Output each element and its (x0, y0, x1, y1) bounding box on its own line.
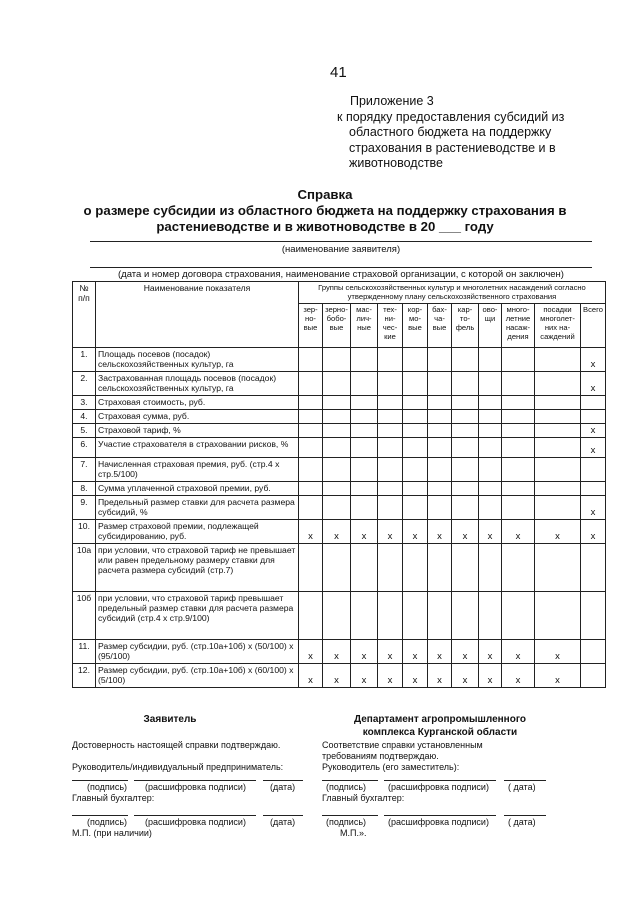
value-cell[interactable] (428, 544, 452, 592)
table-row (73, 458, 606, 482)
row-number: 2. (73, 372, 96, 396)
column-header: посадки многолет-них на-саждений (535, 304, 581, 348)
value-cell[interactable] (351, 348, 378, 372)
x-mark-cell: x (378, 640, 403, 664)
value-cell[interactable] (452, 424, 479, 438)
value-cell[interactable] (403, 372, 428, 396)
left-acc-date-line[interactable] (263, 815, 303, 816)
column-header: кор-мо-вые (403, 304, 428, 348)
value-cell[interactable] (479, 544, 502, 592)
x-mark-cell: x (403, 520, 428, 544)
x-mark-cell: x (479, 664, 502, 688)
value-cell[interactable] (378, 592, 403, 640)
row-number: 11. (73, 640, 96, 664)
row-indicator-name: Размер субсидии, руб. (стр.10а+10б) x (60/100) x (5/100) (96, 664, 299, 688)
value-cell[interactable] (403, 482, 428, 496)
value-cell[interactable] (323, 438, 351, 458)
value-cell[interactable] (502, 458, 535, 482)
left-accountant-label: Главный бухгалтер: (72, 793, 155, 803)
value-cell[interactable] (299, 372, 323, 396)
table-row (73, 348, 606, 372)
value-cell[interactable] (323, 372, 351, 396)
value-cell[interactable] (479, 496, 502, 520)
contract-line[interactable] (90, 267, 592, 268)
right-sign-line[interactable] (322, 780, 378, 781)
value-cell[interactable] (502, 496, 535, 520)
left-stamp: М.П. (при наличии) (72, 828, 152, 838)
column-header: мас-лич-ные (351, 304, 378, 348)
table-row (73, 592, 606, 640)
row-number: 1. (73, 348, 96, 372)
row-number: 7. (73, 458, 96, 482)
row-indicator-name: Страховая сумма, руб. (96, 410, 299, 424)
column-header: тех-ни-чес-кие (378, 304, 403, 348)
value-cell[interactable] (428, 496, 452, 520)
header-name: Наименование показателя (96, 282, 299, 348)
x-mark-cell: x (535, 664, 581, 688)
left-acc-sign-line[interactable] (72, 815, 128, 816)
left-head-label: Руководитель/индивидуальный предприниматель: (72, 762, 284, 772)
right-head-label: Руководитель (его заместитель): (322, 762, 460, 772)
right-confirm-1: Соответствие справки установленным (322, 740, 483, 750)
right-sig-header (330, 713, 550, 739)
value-cell[interactable] (351, 424, 378, 438)
value-cell[interactable] (581, 640, 606, 664)
left-acc-decode-line[interactable] (134, 815, 256, 816)
appendix-line: областного бюджета на поддержку (349, 125, 552, 139)
header-num: № п/п (73, 282, 96, 348)
table-row (73, 496, 606, 520)
value-cell[interactable] (535, 438, 581, 458)
value-cell[interactable] (323, 396, 351, 410)
x-mark-cell: x (581, 348, 606, 372)
value-cell[interactable] (299, 438, 323, 458)
value-cell[interactable] (403, 592, 428, 640)
value-cell[interactable] (299, 544, 323, 592)
row-number: 4. (73, 410, 96, 424)
x-mark-cell: x (535, 520, 581, 544)
row-number: 9. (73, 496, 96, 520)
value-cell[interactable] (323, 348, 351, 372)
appendix-title: Приложение 3 (350, 94, 434, 108)
value-cell[interactable] (452, 458, 479, 482)
value-cell[interactable] (428, 438, 452, 458)
value-cell[interactable] (351, 372, 378, 396)
value-cell[interactable] (323, 424, 351, 438)
right-acc-date-caption: ( дата) (508, 817, 536, 827)
x-mark-cell: x (299, 520, 323, 544)
value-cell[interactable] (323, 592, 351, 640)
value-cell[interactable] (351, 458, 378, 482)
value-cell[interactable] (452, 396, 479, 410)
row-indicator-name: Размер субсидии, руб. (стр.10а+10б) x (50/100) x (95/100) (96, 640, 299, 664)
value-cell[interactable] (378, 348, 403, 372)
column-header: Всего (581, 304, 606, 348)
column-header: зер-но-вые (299, 304, 323, 348)
header-groups: Группы сельскохозяйственных культур и многолетних насаждений согласно утвержденному плану сельскохозяйственного страхования (299, 282, 606, 304)
right-accountant-label: Главный бухгалтер: (322, 793, 405, 803)
value-cell[interactable] (452, 348, 479, 372)
row-indicator-name: Сумма уплаченной страховой премии, руб. (96, 482, 299, 496)
x-mark-cell: x (502, 640, 535, 664)
left-decode-line[interactable] (134, 780, 256, 781)
table-row (73, 396, 606, 410)
right-date-caption: ( дата) (508, 782, 536, 792)
row-number: 10б (73, 592, 96, 640)
value-cell[interactable] (428, 348, 452, 372)
row-indicator-name: Размер страховой премии, подлежащей субсидированию, руб. (96, 520, 299, 544)
value-cell[interactable] (378, 482, 403, 496)
value-cell[interactable] (452, 410, 479, 424)
contract-caption: (дата и номер договора страхования, наименование страховой организации, с которой он заключен) (118, 269, 564, 280)
value-cell[interactable] (351, 544, 378, 592)
value-cell[interactable] (502, 348, 535, 372)
row-indicator-name: Страховая стоимость, руб. (96, 396, 299, 410)
value-cell[interactable] (403, 496, 428, 520)
x-mark-cell: x (581, 424, 606, 438)
right-acc-date-line[interactable] (504, 815, 546, 816)
value-cell[interactable] (299, 482, 323, 496)
table-row (73, 424, 606, 438)
value-cell[interactable] (502, 544, 535, 592)
title-line: растениеводстве и в животноводстве в 20 ___ году (156, 219, 494, 234)
value-cell[interactable] (299, 410, 323, 424)
table-row (73, 482, 606, 496)
value-cell[interactable] (535, 410, 581, 424)
left-confirm: Достоверность настоящей справки подтверждаю. (72, 740, 281, 750)
x-mark-cell: x (452, 664, 479, 688)
column-header: кар-то-фель (452, 304, 479, 348)
right-stamp: М.П.». (340, 828, 367, 838)
x-mark-cell: x (299, 640, 323, 664)
value-cell[interactable] (479, 424, 502, 438)
title-line: Справка (297, 187, 353, 202)
value-cell[interactable] (479, 482, 502, 496)
value-cell[interactable] (299, 458, 323, 482)
value-cell[interactable] (351, 496, 378, 520)
x-mark-cell: x (403, 640, 428, 664)
page-number: 41 (330, 64, 347, 81)
value-cell[interactable] (452, 372, 479, 396)
value-cell[interactable] (535, 424, 581, 438)
value-cell[interactable] (299, 496, 323, 520)
value-cell[interactable] (403, 424, 428, 438)
x-mark-cell: x (581, 520, 606, 544)
value-cell[interactable] (535, 544, 581, 592)
value-cell[interactable] (378, 544, 403, 592)
column-header: зерно-бобо-вые (323, 304, 351, 348)
row-number: 12. (73, 664, 96, 688)
row-number: 8. (73, 482, 96, 496)
appendix-line: к порядку предоставления субсидий из (337, 109, 565, 124)
value-cell[interactable] (299, 592, 323, 640)
value-cell[interactable] (403, 438, 428, 458)
value-cell[interactable] (535, 348, 581, 372)
value-cell[interactable] (323, 458, 351, 482)
x-mark-cell: x (581, 438, 606, 458)
table-row (73, 372, 606, 396)
column-header: ово-щи (479, 304, 502, 348)
value-cell[interactable] (323, 496, 351, 520)
value-cell[interactable] (323, 482, 351, 496)
x-mark-cell: x (351, 664, 378, 688)
applicant-caption: (наименование заявителя) (281, 244, 401, 255)
value-cell[interactable] (452, 496, 479, 520)
value-cell[interactable] (351, 438, 378, 458)
right-confirm-2: требованиям подтверждаю. (322, 751, 439, 761)
row-indicator-name: Предельный размер ставки для расчета размера субсидий, % (96, 496, 299, 520)
value-cell[interactable] (378, 372, 403, 396)
row-number: 5. (73, 424, 96, 438)
x-mark-cell: x (428, 520, 452, 544)
x-mark-cell: x (452, 520, 479, 544)
value-cell[interactable] (502, 438, 535, 458)
value-cell[interactable] (452, 438, 479, 458)
right-header-line: Департамент агропромышленного (354, 714, 526, 725)
x-mark-cell: x (452, 640, 479, 664)
table-row (73, 520, 606, 544)
value-cell[interactable] (535, 458, 581, 482)
right-sign-caption: (подпись) (326, 782, 367, 792)
value-cell[interactable] (351, 396, 378, 410)
value-cell[interactable] (452, 544, 479, 592)
value-cell[interactable] (581, 410, 606, 424)
value-cell[interactable] (535, 372, 581, 396)
value-cell[interactable] (428, 482, 452, 496)
right-decode-caption: (расшифровка подписи) (388, 782, 489, 792)
left-acc-date-caption: (дата) (270, 817, 296, 827)
right-date-line[interactable] (504, 780, 546, 781)
x-mark-cell: x (428, 664, 452, 688)
x-mark-cell: x (581, 372, 606, 396)
left-sign-caption: (подпись) (87, 782, 128, 792)
value-cell[interactable] (479, 372, 502, 396)
value-cell[interactable] (403, 458, 428, 482)
table-row (73, 640, 606, 664)
left-sign-line[interactable] (72, 780, 128, 781)
column-header: бах-ча-вые (428, 304, 452, 348)
value-cell[interactable] (502, 396, 535, 410)
value-cell[interactable] (428, 424, 452, 438)
left-sig-header: Заявитель (143, 714, 197, 725)
value-cell[interactable] (502, 410, 535, 424)
value-cell[interactable] (403, 410, 428, 424)
appendix-line: животноводстве (349, 156, 444, 170)
value-cell[interactable] (581, 396, 606, 410)
value-cell[interactable] (479, 410, 502, 424)
value-cell[interactable] (452, 592, 479, 640)
value-cell[interactable] (323, 544, 351, 592)
x-mark-cell: x (502, 664, 535, 688)
x-mark-cell: x (535, 640, 581, 664)
document-title (60, 187, 590, 235)
row-indicator-name: при условии, что страховой тариф не превышает или равен предельному размеру ставки для расчета размера субсидий (стр.7) (96, 544, 299, 592)
applicant-line[interactable] (90, 241, 592, 242)
value-cell[interactable] (581, 482, 606, 496)
value-cell[interactable] (479, 592, 502, 640)
value-cell[interactable] (479, 348, 502, 372)
left-decode-caption: (расшифровка подписи) (145, 782, 246, 792)
x-mark-cell: x (323, 520, 351, 544)
value-cell[interactable] (535, 482, 581, 496)
value-cell[interactable] (452, 482, 479, 496)
right-acc-sign-caption: (подпись) (326, 817, 367, 827)
row-number: 10а (73, 544, 96, 592)
value-cell[interactable] (428, 458, 452, 482)
right-acc-sign-line[interactable] (322, 815, 378, 816)
value-cell[interactable] (535, 396, 581, 410)
row-indicator-name: Площадь посевов (посадок) сельскохозяйственных культур, га (96, 348, 299, 372)
row-indicator-name: Застрахованная площадь посевов (посадок) сельскохозяйственных культур, га (96, 372, 299, 396)
value-cell[interactable] (428, 410, 452, 424)
row-indicator-name: Начисленная страховая премия, руб. (стр.4 x стр.5/100) (96, 458, 299, 482)
row-indicator-name: Страховой тариф, % (96, 424, 299, 438)
x-mark-cell: x (323, 640, 351, 664)
right-acc-decode-line[interactable] (384, 815, 496, 816)
value-cell[interactable] (299, 396, 323, 410)
value-cell[interactable] (351, 410, 378, 424)
row-indicator-name: Участие страхователя в страховании рисков, % (96, 438, 299, 458)
table-row (73, 544, 606, 592)
row-number: 3. (73, 396, 96, 410)
value-cell[interactable] (502, 424, 535, 438)
value-cell[interactable] (378, 438, 403, 458)
value-cell[interactable] (479, 458, 502, 482)
value-cell[interactable] (299, 424, 323, 438)
value-cell[interactable] (403, 544, 428, 592)
value-cell[interactable] (351, 592, 378, 640)
value-cell[interactable] (581, 458, 606, 482)
x-mark-cell: x (581, 496, 606, 520)
right-acc-decode-caption: (расшифровка подписи) (388, 817, 489, 827)
value-cell[interactable] (428, 592, 452, 640)
value-cell[interactable] (479, 396, 502, 410)
value-cell[interactable] (535, 592, 581, 640)
value-cell[interactable] (428, 396, 452, 410)
value-cell[interactable] (502, 482, 535, 496)
value-cell[interactable] (535, 496, 581, 520)
left-date-caption: (дата) (270, 782, 296, 792)
value-cell[interactable] (378, 496, 403, 520)
right-header-line: комплекса Курганской области (362, 727, 518, 738)
value-cell[interactable] (378, 410, 403, 424)
value-cell[interactable] (581, 592, 606, 640)
value-cell[interactable] (323, 410, 351, 424)
value-cell[interactable] (403, 348, 428, 372)
right-decode-line[interactable] (384, 780, 496, 781)
value-cell[interactable] (581, 664, 606, 688)
table-row (73, 438, 606, 458)
column-header: много-летние насаж-дения (502, 304, 535, 348)
value-cell[interactable] (378, 458, 403, 482)
title-line: о размере субсидии из областного бюджета на поддержку страхования в (83, 203, 567, 218)
x-mark-cell: x (323, 664, 351, 688)
row-number: 6. (73, 438, 96, 458)
value-cell[interactable] (299, 348, 323, 372)
value-cell[interactable] (428, 372, 452, 396)
value-cell[interactable] (502, 592, 535, 640)
value-cell[interactable] (351, 482, 378, 496)
x-mark-cell: x (351, 520, 378, 544)
x-mark-cell: x (299, 664, 323, 688)
x-mark-cell: x (351, 640, 378, 664)
table-row (73, 664, 606, 688)
x-mark-cell: x (502, 520, 535, 544)
value-cell[interactable] (479, 438, 502, 458)
appendix-line: страхования в растениеводстве и в (349, 140, 556, 155)
table-row (73, 410, 606, 424)
x-mark-cell: x (428, 640, 452, 664)
x-mark-cell: x (378, 520, 403, 544)
left-acc-sign-caption: (подпись) (87, 817, 128, 827)
value-cell[interactable] (378, 424, 403, 438)
left-acc-decode-caption: (расшифровка подписи) (145, 817, 246, 827)
x-mark-cell: x (403, 664, 428, 688)
subsidy-table (72, 281, 606, 688)
x-mark-cell: x (479, 640, 502, 664)
value-cell[interactable] (502, 372, 535, 396)
row-number: 10. (73, 520, 96, 544)
x-mark-cell: x (479, 520, 502, 544)
x-mark-cell: x (378, 664, 403, 688)
value-cell[interactable] (378, 396, 403, 410)
appendix-block (337, 94, 609, 172)
row-indicator-name: при условии, что страховой тариф превышает предельный размер ставки для расчета размера субсидий (стр.4 x стр.9/100) (96, 592, 299, 640)
value-cell[interactable] (581, 544, 606, 592)
value-cell[interactable] (403, 396, 428, 410)
left-date-line[interactable] (263, 780, 303, 781)
